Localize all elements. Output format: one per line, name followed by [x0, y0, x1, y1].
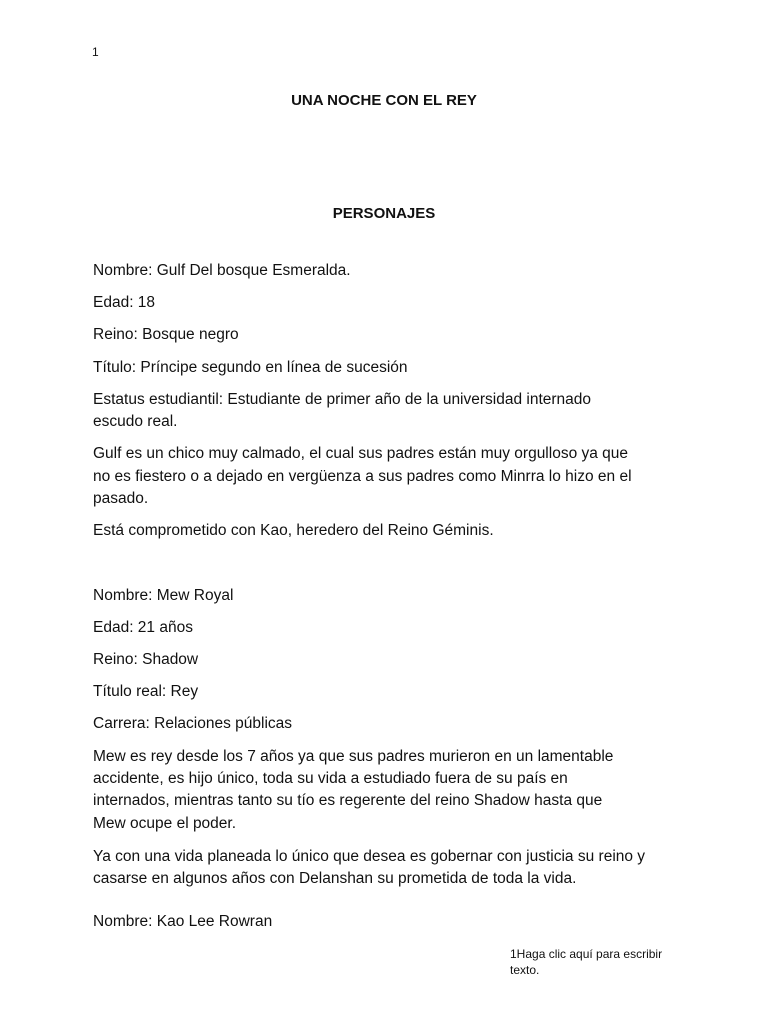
character-gulf-kingdom: Reino: Bosque negro — [93, 326, 239, 343]
section-title: PERSONAJES — [332, 205, 436, 222]
character-gulf-description: no es fiestero o a dejado en vergüenza a sus padres como Minrra lo hizo en el — [93, 468, 632, 485]
character-mew-age: Edad: 21 años — [93, 619, 193, 636]
character-mew-kingdom: Reino: Shadow — [93, 651, 199, 668]
character-gulf-title: Título: Príncipe segundo en línea de sucesión — [93, 359, 408, 376]
character-gulf-name: Nombre: Gulf Del bosque Esmeralda. — [93, 262, 351, 279]
character-mew-title: Título real: Rey — [93, 683, 199, 700]
character-mew-description: Mew es rey desde los 7 años ya que sus padres murieron en un lamentable — [93, 748, 614, 765]
character-gulf-age: Edad: 18 — [93, 294, 156, 311]
footer-note-line: 1Haga clic aquí para escribir — [510, 947, 663, 961]
character-mew-career: Carrera: Relaciones públicas — [93, 715, 293, 732]
header-page-number: 1 — [92, 45, 99, 59]
document-title: UNA NOCHE CON EL REY — [291, 92, 477, 109]
character-mew-description: accidente, es hijo único, toda su vida a estudiado fuera de su país en — [93, 770, 568, 787]
character-mew-plans: Ya con una vida planeada lo único que desea es gobernar con justicia su reino y — [93, 848, 646, 865]
character-mew-description: Mew ocupe el poder. — [93, 815, 237, 832]
character-gulf-description: pasado. — [93, 490, 149, 507]
character-gulf-student-status-cont: escudo real. — [93, 413, 178, 430]
character-gulf-engagement: Está comprometido con Kao, heredero del Reino Géminis. — [93, 522, 494, 539]
character-gulf-description: Gulf es un chico muy calmado, el cual sus padres están muy orgulloso ya que — [93, 445, 629, 462]
character-kao-name: Nombre: Kao Lee Rowran — [93, 913, 273, 930]
character-gulf-student-status: Estatus estudiantil: Estudiante de primer año de la universidad internado — [93, 391, 592, 408]
footer-note[interactable] — [510, 946, 690, 978]
character-mew-description: internados, mientras tanto su tío es regerente del reino Shadow hasta que — [93, 792, 603, 809]
footer-note-line: texto. — [510, 963, 540, 977]
character-mew-name: Nombre: Mew Royal — [93, 587, 234, 604]
character-mew-plans: casarse en algunos años con Delanshan su prometida de toda la vida. — [93, 870, 577, 887]
